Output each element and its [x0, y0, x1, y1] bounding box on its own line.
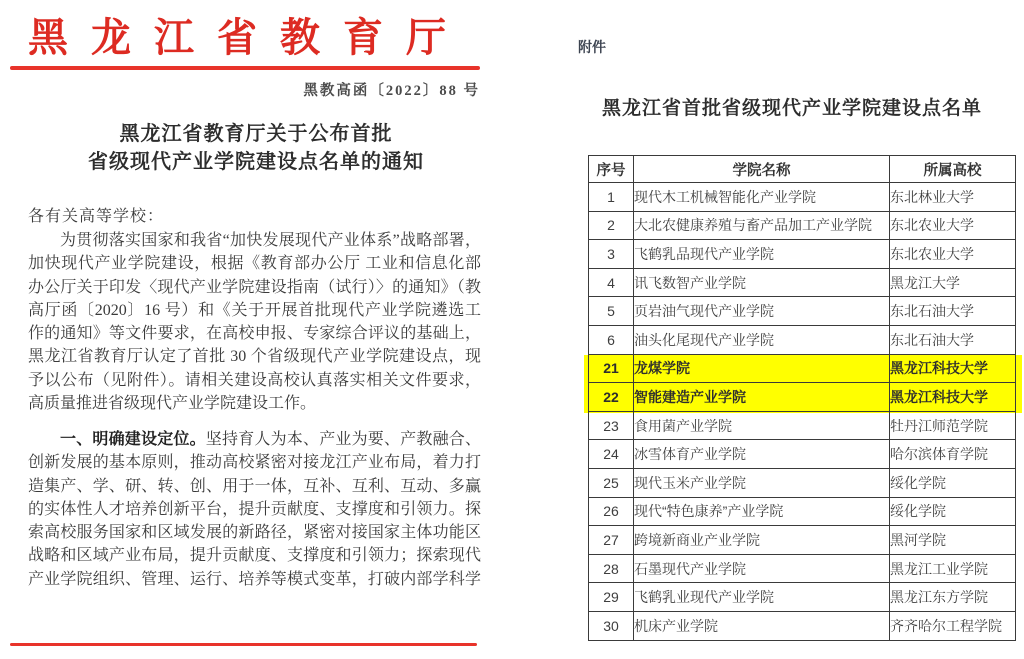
salutation: 各有关高等学校：: [28, 208, 165, 225]
row-no: 27: [589, 526, 634, 555]
section-heading: 一、明确建设定位。: [60, 431, 206, 448]
row-college: 跨境新商业产业学院: [634, 526, 890, 555]
header-college: 学院名称: [634, 156, 890, 183]
row-no: 25: [589, 468, 634, 497]
row-university: 黑龙江科技大学: [890, 354, 1016, 383]
row-no: 5: [589, 297, 634, 326]
row-university: 东北石油大学: [890, 325, 1016, 354]
row-university: 东北林业大学: [890, 183, 1016, 212]
table-row-highlighted: [589, 383, 1016, 412]
table-row: [589, 468, 1016, 497]
row-college: 龙煤学院: [634, 354, 890, 383]
row-no: 30: [589, 611, 634, 640]
row-no: 26: [589, 497, 634, 526]
body-line: 高厅函〔2020〕16 号）和《关于开展首批现代产业学院遴选工: [28, 301, 481, 319]
table-row: [589, 526, 1016, 555]
row-university: 黑龙江大学: [890, 268, 1016, 297]
table-row: [589, 411, 1016, 440]
row-university: 绥化学院: [890, 468, 1016, 497]
row-college: 讯飞数智产业学院: [634, 268, 890, 297]
table-row: [589, 611, 1016, 640]
body-line: [28, 428, 481, 451]
notice-title: [0, 120, 512, 176]
row-college: 现代“特色康养”产业学院: [634, 497, 890, 526]
paragraph-1: [28, 229, 481, 415]
letterhead-agency-title: 黑龙江省教育厅: [28, 15, 469, 60]
row-university: 牡丹江师范学院: [890, 411, 1016, 440]
body-line: 产业学院组织、管理、运行、培养等模式变革，打破内部学科学: [28, 570, 481, 588]
table-row: [589, 268, 1016, 297]
body-line: 办公厅关于印发〈现代产业学院建设指南（试行）〉的通知》（教: [28, 278, 481, 296]
notice-title-line2: 省级现代产业学院建设点名单的通知: [88, 151, 424, 173]
row-university: 齐齐哈尔工程学院: [890, 611, 1016, 640]
row-no: 3: [589, 240, 634, 269]
body-line: 造集产、学、研、转、创、用于一体，互补、互利、互动、多赢: [28, 477, 481, 495]
body-line: 创新发展的基本原则，推动高校紧密对接龙江产业布局，着力打: [28, 454, 481, 472]
letterhead-rule: [10, 66, 480, 70]
college-roster-table: [588, 155, 1016, 641]
row-college: 机床产业学院: [634, 611, 890, 640]
row-no: 24: [589, 440, 634, 469]
row-college: 飞鹤乳品现代产业学院: [634, 240, 890, 269]
row-no: 2: [589, 211, 634, 240]
row-university: 东北石油大学: [890, 297, 1016, 326]
table-row: [589, 440, 1016, 469]
table-row: [589, 211, 1016, 240]
row-no: 23: [589, 411, 634, 440]
document-number: 黑教高函〔2022〕88 号: [303, 83, 480, 99]
body-line: 高质量推进省级现代产业学院建设工作。: [28, 395, 317, 413]
body-text: 坚持育人为本、产业为要、产教融合、: [205, 431, 481, 448]
row-university: 黑河学院: [890, 526, 1016, 555]
row-college: 油头化尾现代产业学院: [634, 325, 890, 354]
table-row-highlighted: [589, 354, 1016, 383]
table-row: [589, 240, 1016, 269]
row-university: 黑龙江工业学院: [890, 554, 1016, 583]
row-university: 黑龙江科技大学: [890, 383, 1016, 412]
row-no: 28: [589, 554, 634, 583]
body-line: 作的通知》等文件要求，在高校申报、专家综合评议的基础上，: [28, 325, 481, 343]
table-row: [589, 297, 1016, 326]
row-college: 现代木工机械智能化产业学院: [634, 183, 890, 212]
table-row: [589, 183, 1016, 212]
footer-rule: [10, 643, 477, 646]
row-college: 大北农健康养殖与畜产品加工产业学院: [634, 211, 890, 240]
row-university: 哈尔滨体育学院: [890, 440, 1016, 469]
body-line: 为贯彻落实国家和我省“加快发展现代产业体系”战略部署，: [60, 232, 481, 249]
row-no: 1: [589, 183, 634, 212]
table-row: [589, 497, 1016, 526]
row-college: 页岩油气现代产业学院: [634, 297, 890, 326]
table-header-row: [589, 156, 1016, 183]
row-college: 现代玉米产业学院: [634, 468, 890, 497]
notice-title-line1: 黑龙江省教育厅关于公布首批: [119, 123, 393, 145]
row-no: 4: [589, 268, 634, 297]
row-no: 21: [589, 354, 634, 383]
paragraph-2: [28, 428, 481, 591]
row-college: 飞鹤乳业现代产业学院: [634, 583, 890, 612]
table-row: [589, 583, 1016, 612]
row-college: 冰雪体育产业学院: [634, 440, 890, 469]
body-line: 战略和区域产业布局，提升贡献度、支撑度和引领力；探索现代: [28, 547, 481, 565]
row-university: 黑龙江东方学院: [890, 583, 1016, 612]
attachment-label: 附件: [578, 41, 606, 56]
header-no: 序号: [589, 156, 634, 183]
row-university: 东北农业大学: [890, 211, 1016, 240]
header-university: 所属高校: [890, 156, 1016, 183]
attachment-title: 黑龙江省首批省级现代产业学院建设点名单: [601, 98, 982, 119]
table-row: [589, 325, 1016, 354]
body-line: 的实体性人才培养创新平台，提升贡献度、支撑度和引领力。探: [28, 500, 481, 518]
row-no: 6: [589, 325, 634, 354]
body-line: 黑龙江省教育厅认定了首批 30 个省级现代产业学院建设点，现: [28, 348, 481, 366]
body-line: 加快现代产业学院建设，根据《教育部办公厅 工业和信息化部: [28, 255, 481, 273]
body-line: 予以公布（见附件）。请相关建设高校认真落实相关文件要求，: [28, 371, 481, 389]
body-line: 索高校服务国家和区域发展的新路径，紧密对接国家主体功能区: [28, 524, 481, 542]
row-college: 食用菌产业学院: [634, 411, 890, 440]
row-college: 智能建造产业学院: [634, 383, 890, 412]
row-college: 石墨现代产业学院: [634, 554, 890, 583]
table-row: [589, 554, 1016, 583]
row-university: 绥化学院: [890, 497, 1016, 526]
row-university: 东北农业大学: [890, 240, 1016, 269]
row-no: 22: [589, 383, 634, 412]
row-no: 29: [589, 583, 634, 612]
